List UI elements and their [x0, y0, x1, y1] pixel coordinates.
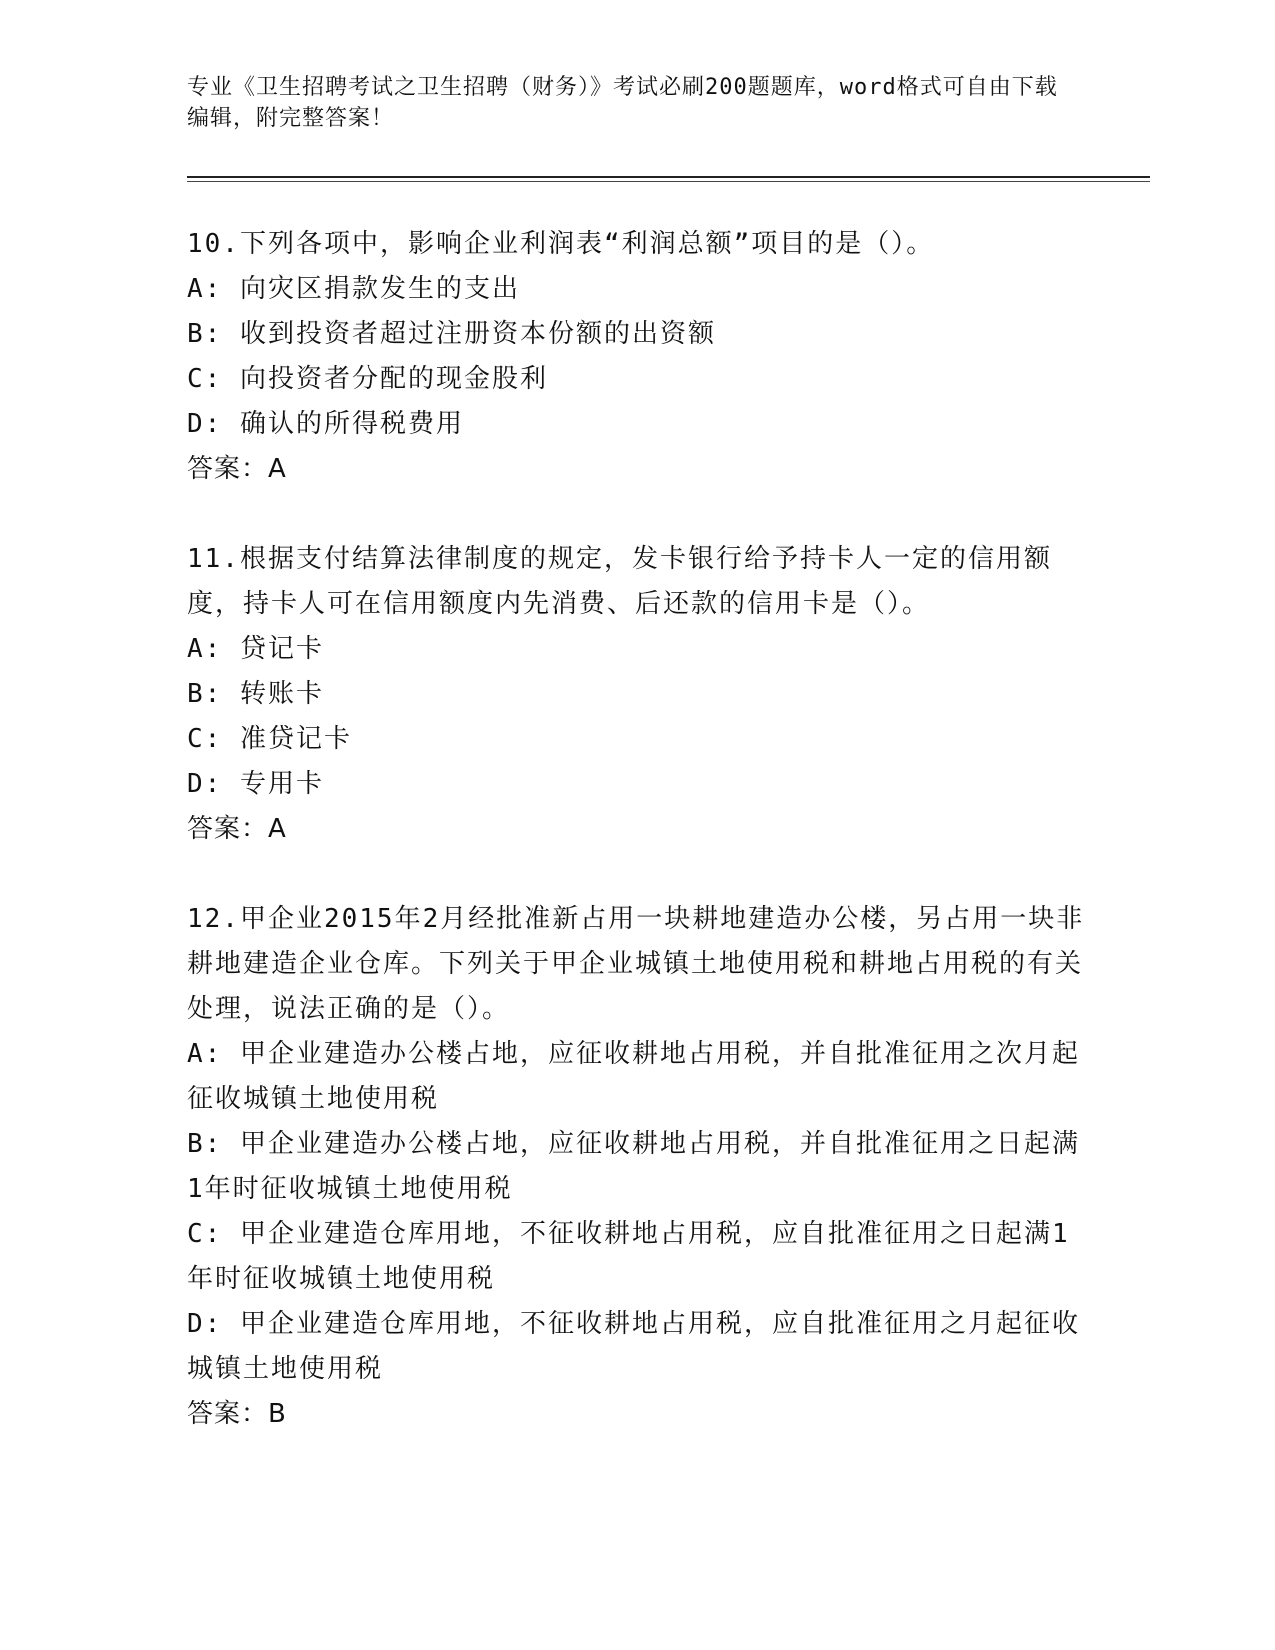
question-stem: 10.下列各项中，影响企业利润表“利润总额”项目的是（）。: [187, 229, 935, 259]
option-b: B: 转账卡: [187, 679, 324, 709]
answer-label: 答案：A: [187, 454, 287, 484]
document-header: 专业《卫生招聘考试之卫生招聘（财务）》考试必刷200题题库，word格式可自由下载编辑，附完整答案！: [187, 75, 1058, 131]
option-a: A: 甲企业建造办公楼占地，应征收耕地占用税，并自批准征用之次月起征收城镇土地使用税: [187, 1039, 1080, 1114]
option-b: B: 甲企业建造办公楼占地，应征收耕地占用税，并自批准征用之日起满1年时征收城镇土地使用税: [187, 1129, 1080, 1204]
question-11: [187, 537, 1087, 852]
option-d: D: 专用卡: [187, 769, 324, 799]
option-c: C: 准贷记卡: [187, 724, 352, 754]
option-c: C: 甲企业建造仓库用地，不征收耕地占用税，应自批准征用之日起满1年时征收城镇土地使用税: [187, 1219, 1070, 1294]
answer-label: 答案：B: [187, 1399, 287, 1429]
header-divider-thin: [187, 181, 1150, 182]
option-b: B: 收到投资者超过注册资本份额的出资额: [187, 319, 716, 349]
option-d: D: 甲企业建造仓库用地，不征收耕地占用税，应自批准征用之月起征收城镇土地使用税: [187, 1309, 1080, 1384]
question-stem: 11.根据支付结算法律制度的规定，发卡银行给予持卡人一定的信用额度，持卡人可在信用额度内先消费、后还款的信用卡是（）。: [187, 544, 1052, 619]
question-12: [187, 897, 1087, 1437]
question-10: [187, 222, 1087, 492]
header-divider-thick: [187, 176, 1150, 178]
option-a: A: 贷记卡: [187, 634, 324, 664]
option-a: A: 向灾区捐款发生的支出: [187, 274, 520, 304]
option-d: D: 确认的所得税费用: [187, 409, 464, 439]
answer-label: 答案：A: [187, 814, 287, 844]
option-c: C: 向投资者分配的现金股利: [187, 364, 548, 394]
question-stem: 12.甲企业2015年2月经批准新占用一块耕地建造办公楼，另占用一块非耕地建造企业仓库。下列关于甲企业城镇土地使用税和耕地占用税的有关处理，说法正确的是（）。: [187, 904, 1085, 1024]
